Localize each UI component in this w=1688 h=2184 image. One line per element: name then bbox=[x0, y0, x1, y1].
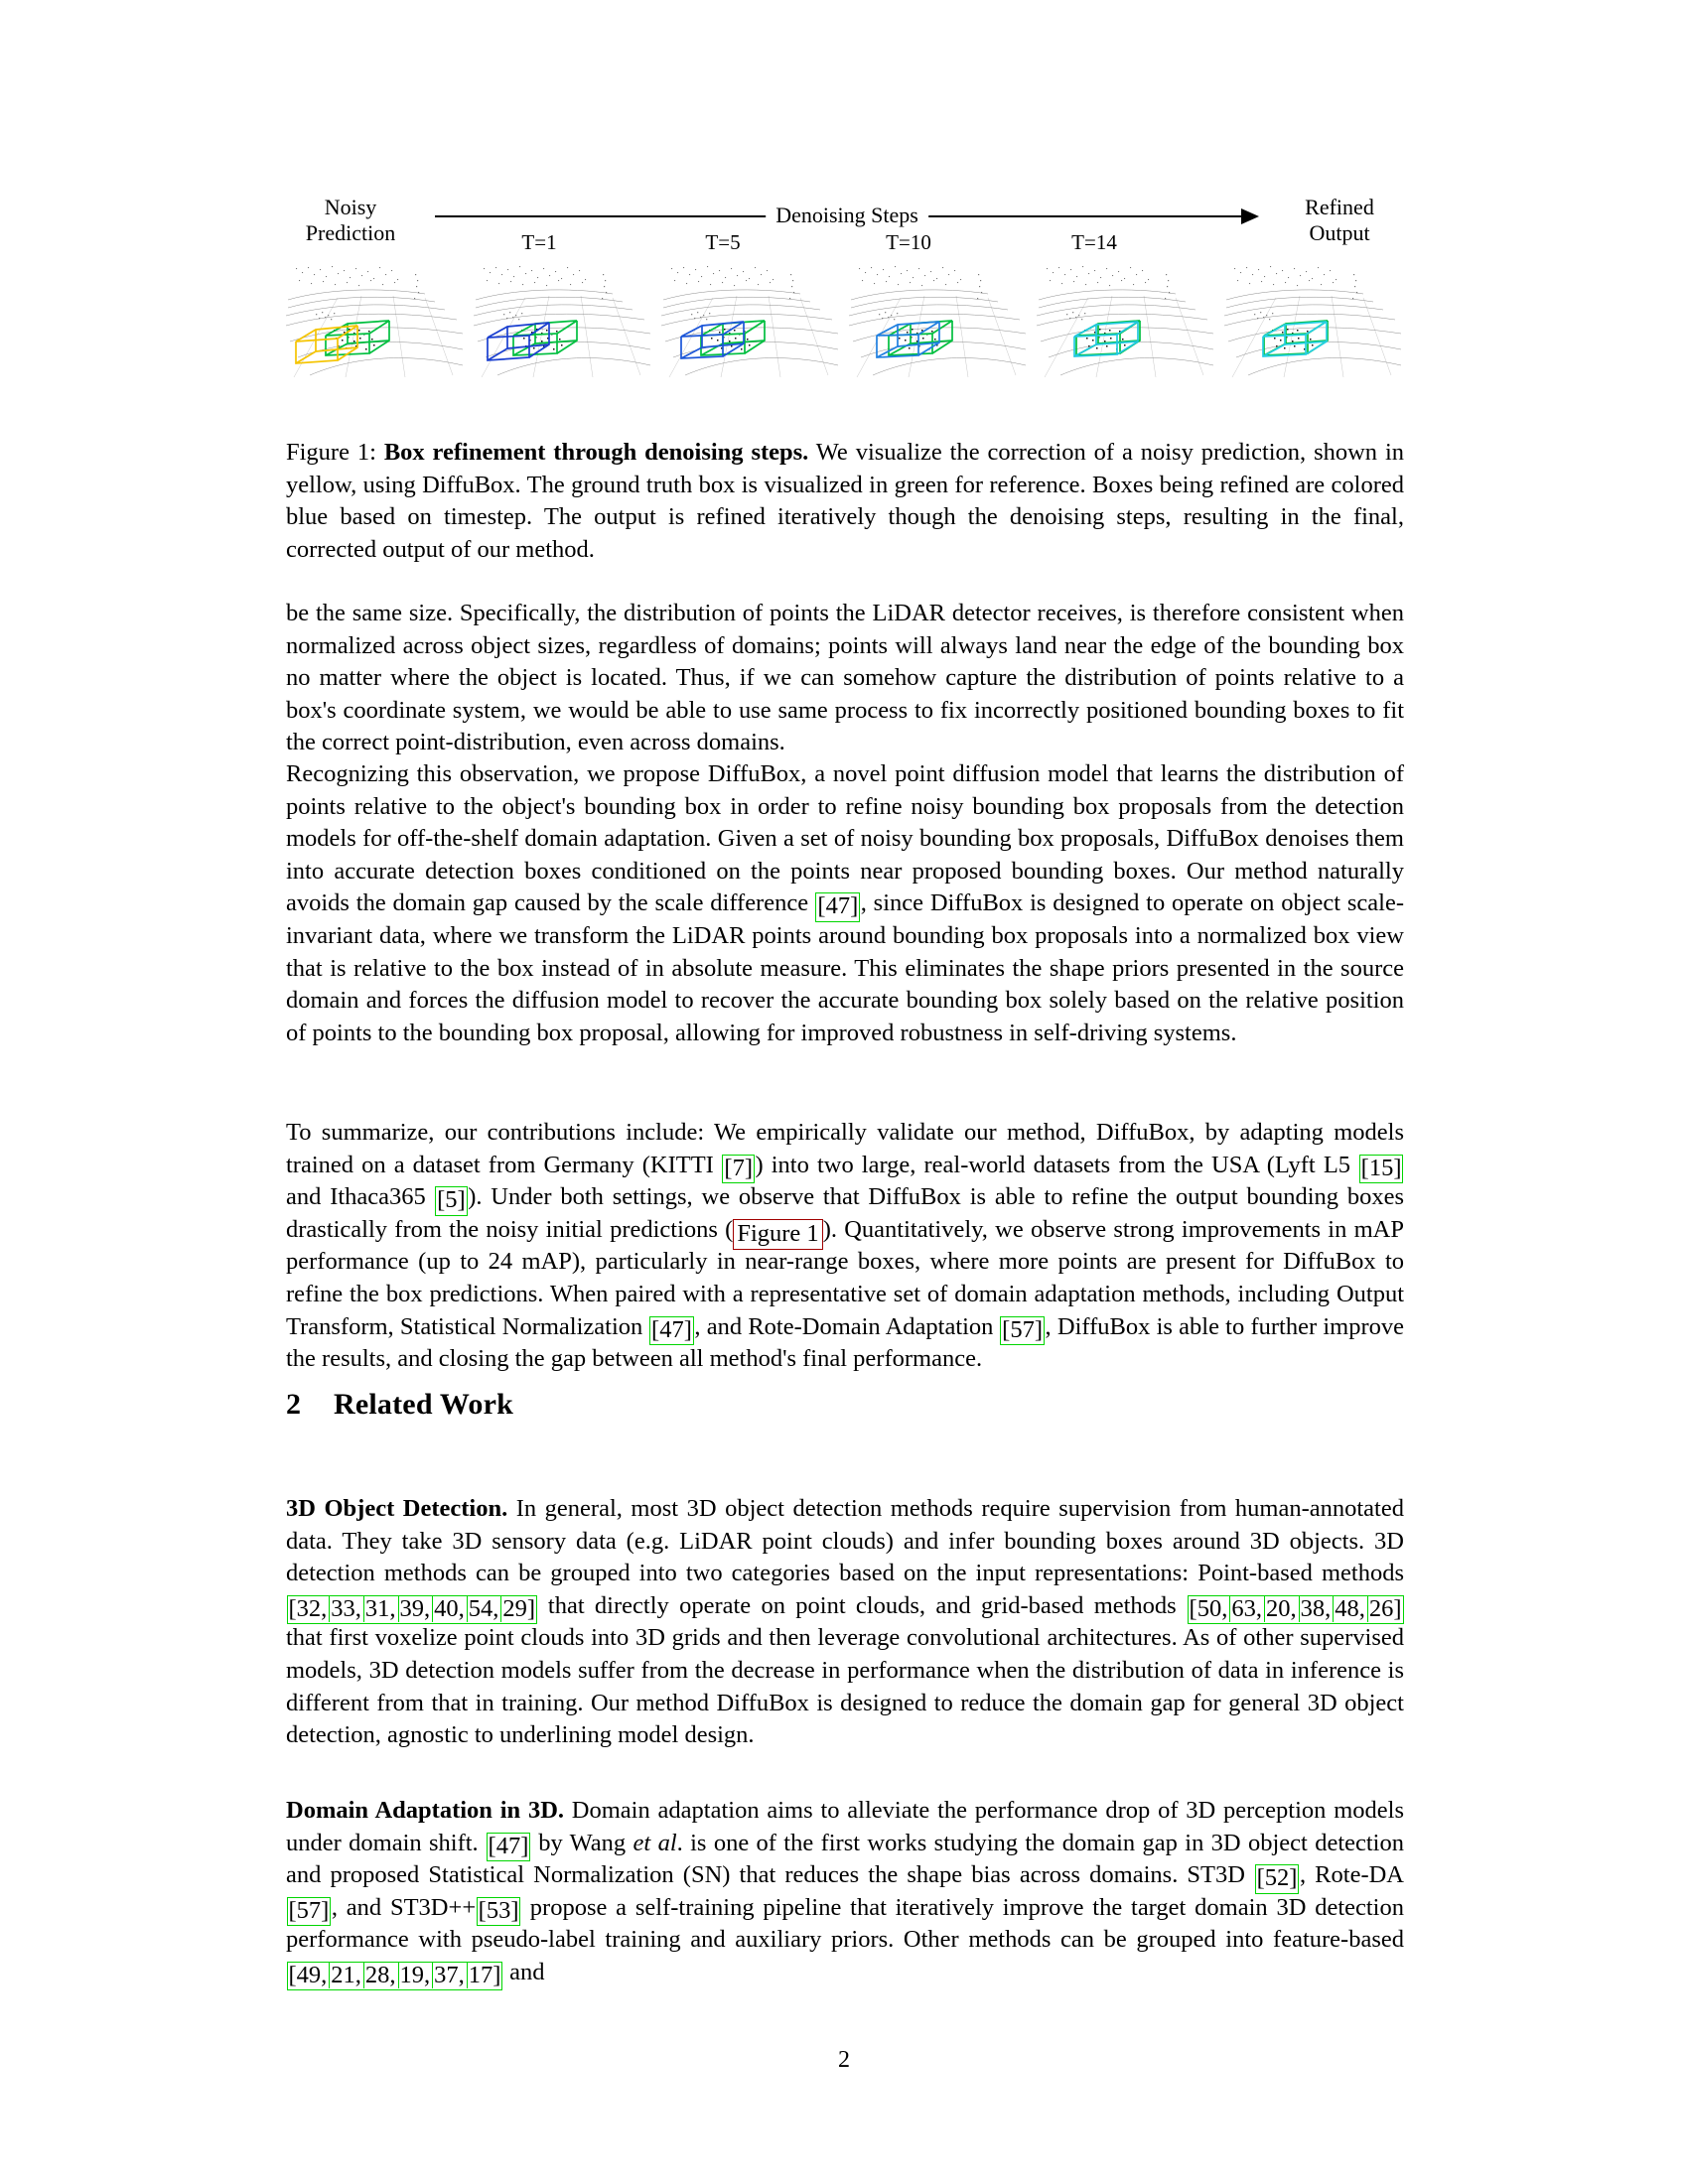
paragraph-same-size: be the same size. Specifically, the distribution of points the LiDAR detector receives, is therefore consistent when normalized across object sizes, regardless of domains; points will always land near the edge of the bounding box no matter where the object is located. Thus, if we can somehow capture the distribution of points relative to a box's coordinate system, we would be able to use same process to fix incorrectly positioned bounding boxes to fit the correct point-distribution, even across domains. bbox=[286, 600, 1404, 756]
para3-text-e: ). Quantitatively, we observe strong improvements in mAP performance (up to 24 mAP), particularly in near-range boxes, where more points are present for DiffuBox to refine the box predictions. When paired with a representative set of domain adaptation methods, including Output Transform, Statistical Normalization bbox=[286, 1215, 1404, 1340]
para3-text-b: ) into two large, real-world datasets from the USA (Lyft L5 bbox=[755, 1151, 1359, 1178]
section-number: 2 bbox=[286, 1388, 302, 1421]
paragraph-block-3d-detection bbox=[286, 1493, 1404, 1766]
citation-group-feature-based[interactable]: [49, 21, 28, 19, 37, 17] bbox=[287, 1962, 503, 1991]
caption-title: Box refinement through denoising steps. bbox=[383, 439, 809, 466]
lidar-panel-t14 bbox=[1037, 258, 1215, 379]
runin-heading-domain-adaptation: Domain Adaptation in 3D. bbox=[286, 1797, 565, 1824]
da-text-g: and bbox=[502, 1958, 545, 1985]
denoising-arrow bbox=[435, 205, 1259, 226]
para3-text-f: , and Rote-Domain Adaptation bbox=[694, 1312, 1000, 1340]
lidar-panel-t5 bbox=[661, 258, 840, 379]
paragraph-block-2 bbox=[286, 758, 1404, 1063]
para3-text-d: ). Under both settings, we observe that DiffuBox is able to refine the output bounding boxes drastically from the noisy initial predictions ( bbox=[286, 1183, 1404, 1243]
citation-link-47c[interactable]: [47] bbox=[487, 1833, 531, 1862]
det-text-b: that directly operate on point clouds, and grid-based methods bbox=[537, 1591, 1188, 1619]
da-text-e: , and ST3D++ bbox=[331, 1893, 477, 1921]
lidar-panel-noisy bbox=[286, 258, 465, 379]
para2-text-b: , since DiffuBox is designed to operate on object scale-invariant data, where we transform the LiDAR points around bounding box proposals into a normalized box view that is relative to the box instead of in absolute measure. This eliminates the shape priors presented in the source domain and forces the diffusion model to recover the accurate bounding box solely based on the relative position of points to the bounding box proposal, allowing for improved robustness in self-driving systems. bbox=[286, 889, 1404, 1046]
figure-reference-link[interactable]: Figure 1 bbox=[733, 1219, 822, 1251]
citation-link-57b[interactable]: [57] bbox=[287, 1897, 332, 1927]
citation-link-5[interactable]: [5] bbox=[435, 1186, 468, 1216]
page-number: 2 bbox=[838, 2047, 850, 2073]
para2-text-a: Recognizing this observation, we propose DiffuBox, a novel point diffusion model that learns the distribution of points relative to the object's bounding box in order to refine noisy bounding box proposals from the detection models for off-the-shelf domain adaptation. Given a set of noisy bounding box proposals, DiffuBox denoises them into accurate detection boxes conditioned on the points near proposed bounding boxes. Our method naturally avoids the domain gap caused by the scale difference bbox=[286, 760, 1404, 917]
citation-link-53[interactable]: [53] bbox=[477, 1897, 521, 1927]
lidar-panel-refined bbox=[1224, 258, 1403, 379]
figure-right-endcap bbox=[1275, 195, 1404, 246]
para3-text-c: and Ithaca365 bbox=[286, 1183, 435, 1211]
section-title: Related Work bbox=[334, 1388, 514, 1421]
citation-link-7[interactable]: [7] bbox=[722, 1155, 755, 1184]
det-text-c: that first voxelize point clouds into 3D grids and then leverage convolutional architectures. As of other supervised models, 3D detection models suffer from the decrease in performance when the distribution of data in inference is different from that in training. Our method DiffuBox is designed to reduce the domain gap for general 3D object detection, agnostic to underlining model design. bbox=[286, 1624, 1404, 1749]
latin-abbrev-et-al: et al bbox=[633, 1829, 677, 1856]
da-text-f: propose a self-training pipeline that iteratively improve the target domain 3D detection performance with pseudo-label training and auxiliary priors. Other methods can be grouped into feature-based bbox=[286, 1893, 1404, 1954]
da-text-c: . is one of the first works studying the domain gap in 3D object detection and proposed Statistical Normalization (SN) that reduces the shape bias across domains. ST3D bbox=[286, 1829, 1404, 1889]
lidar-panel-t1 bbox=[474, 258, 652, 379]
caption-label: Figure 1: bbox=[286, 439, 376, 466]
refined-output-label-line1: Refined bbox=[1305, 195, 1374, 219]
para3-text-a: To summarize, our contributions include: We empirically validate our method, DiffuBox, by adapting models trained on a dataset from Germany (KITTI bbox=[286, 1119, 1404, 1178]
timestep-label-2: T=5 bbox=[705, 230, 741, 254]
timestep-label-1: T=1 bbox=[521, 230, 557, 254]
para3-text-g: , DiffuBox is able to further improve the results, and closing the gap between all method's final performance. bbox=[286, 1312, 1405, 1373]
section-heading-related-work bbox=[286, 1388, 1404, 1422]
paragraph-3d-object-detection bbox=[286, 1493, 1404, 1752]
paragraph-block-1 bbox=[286, 598, 1404, 773]
det-text-a: In general, most 3D object detection methods require supervision from human-annotated data. They take 3D sensory data (e.g. LiDAR point clouds) and infer bounding boxes around 3D objects. 3D detection methods can be grouped into two categories based on the input representations: Point-based methods bbox=[286, 1495, 1404, 1587]
paragraph-diffubox-proposal bbox=[286, 758, 1404, 1049]
figure-left-endcap bbox=[286, 195, 415, 246]
runin-heading-3d-detection: 3D Object Detection. bbox=[286, 1495, 508, 1522]
citation-link-47b[interactable]: [47] bbox=[649, 1316, 694, 1346]
timestep-label-3: T=10 bbox=[886, 230, 931, 254]
lidar-panel-t10 bbox=[849, 258, 1028, 379]
figure-caption bbox=[286, 437, 1404, 566]
noisy-prediction-label-line2: Prediction bbox=[305, 220, 396, 245]
paragraph-domain-adaptation-3d bbox=[286, 1795, 1404, 1989]
paragraph-contributions bbox=[286, 1117, 1404, 1376]
lidar-panels bbox=[286, 258, 1404, 379]
timestep-labels bbox=[435, 230, 1259, 256]
da-text-a: Domain adaptation aims to alleviate the performance drop of 3D perception models under domain shift. bbox=[286, 1797, 1404, 1856]
da-text-b: by Wang bbox=[530, 1829, 633, 1856]
caption-text: We visualize the correction of a noisy prediction, shown in yellow, using DiffuBox. The ground truth box is visualized in green for reference. Boxes being refined are colored blue based on timestep. The output is refined iteratively though the denoising steps, resulting in the final, corrected output of our method. bbox=[286, 439, 1405, 563]
denoising-steps-label: Denoising Steps bbox=[766, 205, 928, 226]
timestep-label-4: T=14 bbox=[1071, 230, 1117, 254]
figure-header bbox=[286, 187, 1404, 256]
paragraph-block-domain-adaptation bbox=[286, 1795, 1404, 2003]
citation-link-57a[interactable]: [57] bbox=[1000, 1316, 1045, 1346]
citation-link-47a[interactable]: [47] bbox=[815, 892, 860, 922]
citation-link-15[interactable]: [15] bbox=[1359, 1155, 1404, 1184]
figure-1 bbox=[286, 187, 1404, 379]
noisy-prediction-label-line1: Noisy bbox=[324, 195, 377, 219]
citation-link-52[interactable]: [52] bbox=[1255, 1864, 1300, 1894]
arrow-head-icon bbox=[1241, 208, 1259, 224]
refined-output-label-line2: Output bbox=[1309, 220, 1370, 245]
paragraph-block-3 bbox=[286, 1117, 1404, 1390]
da-text-d: , Rote-DA bbox=[1299, 1861, 1404, 1889]
citation-group-grid-based[interactable]: [50, 63, 20, 38, 48, 26] bbox=[1188, 1595, 1404, 1625]
citation-group-point-based[interactable]: [32, 33, 31, 39, 40, 54, 29] bbox=[287, 1595, 538, 1625]
